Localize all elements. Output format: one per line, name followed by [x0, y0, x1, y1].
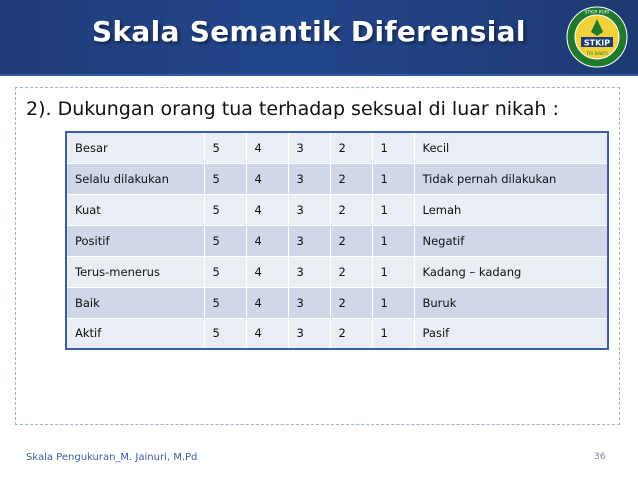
scale-value-cell: 2	[330, 132, 372, 163]
left-adjective-cell: Aktif	[66, 318, 204, 349]
logo-ring-text: STKIP PGRI	[584, 10, 610, 16]
scale-value-cell: 5	[204, 225, 246, 256]
scale-value-cell: 4	[246, 256, 288, 287]
left-adjective-cell: Positif	[66, 225, 204, 256]
scale-value-cell: 5	[204, 287, 246, 318]
left-adjective-cell: Terus-menerus	[66, 256, 204, 287]
scale-value-cell: 2	[330, 194, 372, 225]
scale-value-cell: 1	[372, 287, 414, 318]
scale-value-cell: 5	[204, 132, 246, 163]
scale-value-cell: 1	[372, 256, 414, 287]
scale-value-cell: 4	[246, 287, 288, 318]
scale-value-cell: 4	[246, 163, 288, 194]
scale-value-cell: 2	[330, 287, 372, 318]
scale-value-cell: 2	[330, 225, 372, 256]
scale-value-cell: 4	[246, 194, 288, 225]
right-adjective-cell: Tidak pernah dilakukan	[414, 163, 608, 194]
slide-title: Skala Semantik Diferensial	[92, 15, 526, 48]
table-row	[66, 256, 608, 287]
scale-value-cell: 2	[330, 318, 372, 349]
table-row	[66, 225, 608, 256]
scale-value-cell: 3	[288, 132, 330, 163]
scale-value-cell: 5	[204, 256, 246, 287]
right-adjective-cell: Kadang – kadang	[414, 256, 608, 287]
right-adjective-cell: Negatif	[414, 225, 608, 256]
table-row	[66, 318, 608, 349]
slide-header	[0, 0, 638, 76]
scale-value-cell: 5	[204, 163, 246, 194]
scale-value-cell: 4	[246, 132, 288, 163]
scale-value-cell: 3	[288, 225, 330, 256]
scale-value-cell: 5	[204, 194, 246, 225]
left-adjective-cell: Baik	[66, 287, 204, 318]
scale-value-cell: 3	[288, 256, 330, 287]
scale-value-cell: 3	[288, 318, 330, 349]
scale-value-cell: 5	[204, 318, 246, 349]
right-adjective-cell: Buruk	[414, 287, 608, 318]
logo-subtext: TRI BAKTI	[586, 52, 608, 57]
footer-author: Skala Pengukuran_M. Jainuri, M.Pd	[26, 452, 198, 463]
scale-value-cell: 1	[372, 194, 414, 225]
right-adjective-cell: Pasif	[414, 318, 608, 349]
stkip-logo-icon	[566, 6, 628, 68]
table-row	[66, 132, 608, 163]
scale-value-cell: 1	[372, 132, 414, 163]
left-adjective-cell: Selalu dilakukan	[66, 163, 204, 194]
slide-subtitle: 2). Dukungan orang tua terhadap seksual di luar nikah :	[26, 98, 559, 120]
scale-value-cell: 2	[330, 163, 372, 194]
scale-value-cell: 1	[372, 318, 414, 349]
table-row	[66, 163, 608, 194]
scale-value-cell: 4	[246, 225, 288, 256]
right-adjective-cell: Lemah	[414, 194, 608, 225]
page-number: 36	[594, 452, 606, 462]
scale-value-cell: 1	[372, 225, 414, 256]
scale-value-cell: 3	[288, 163, 330, 194]
scale-value-cell: 3	[288, 287, 330, 318]
scale-value-cell: 3	[288, 194, 330, 225]
scale-value-cell: 1	[372, 163, 414, 194]
left-adjective-cell: Kuat	[66, 194, 204, 225]
left-adjective-cell: Besar	[66, 132, 204, 163]
scale-value-cell: 2	[330, 256, 372, 287]
table-row	[66, 194, 608, 225]
table-row	[66, 287, 608, 318]
logo-text: STKIP	[583, 38, 611, 48]
semantic-differential-table	[65, 131, 609, 350]
scale-value-cell: 4	[246, 318, 288, 349]
right-adjective-cell: Kecil	[414, 132, 608, 163]
